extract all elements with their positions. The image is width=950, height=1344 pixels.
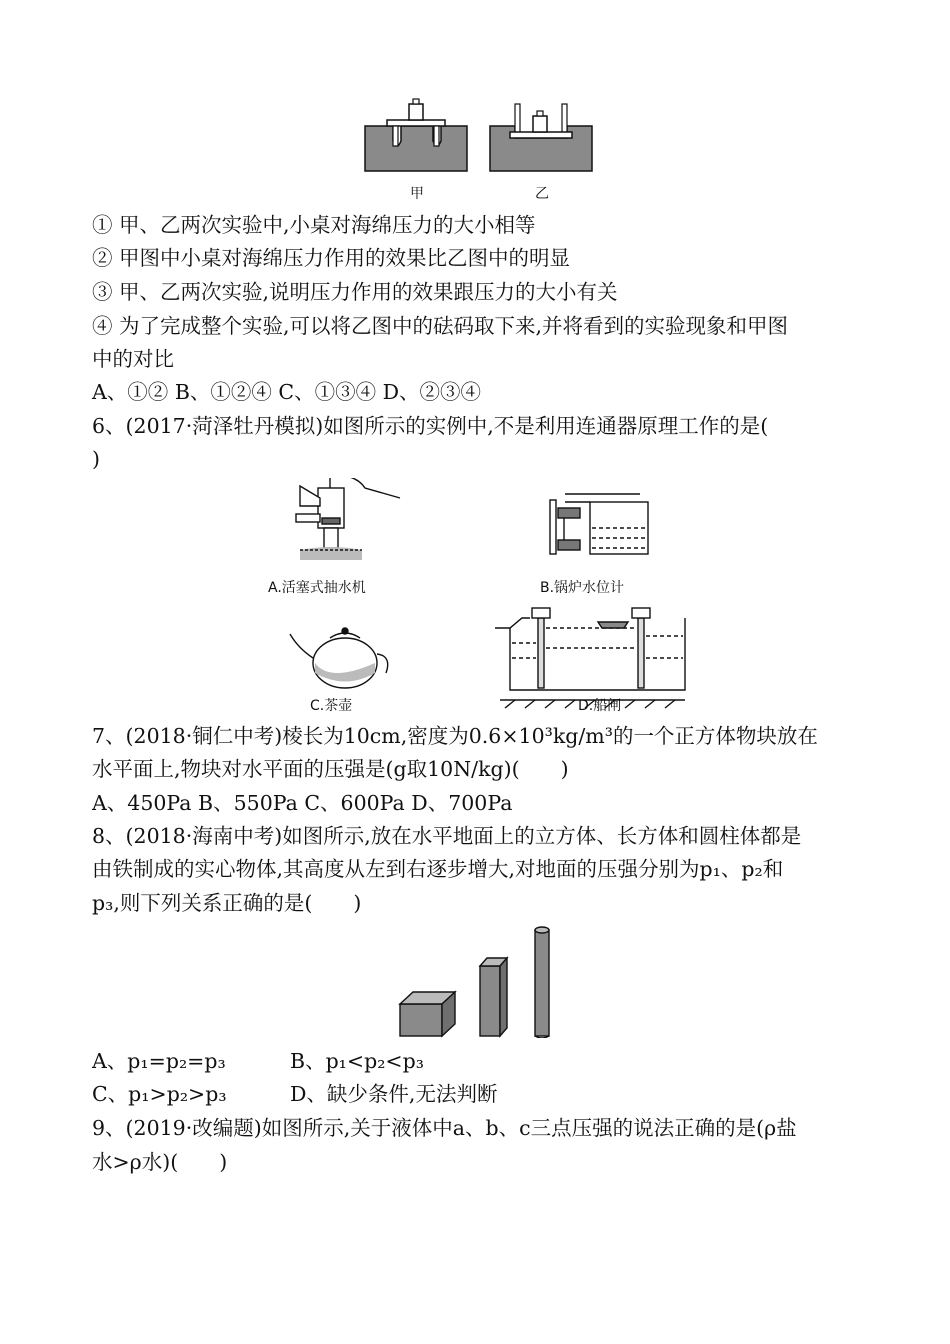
q6-stem-cont: )	[92, 447, 100, 471]
caption-a: A.活塞式抽水机	[268, 580, 366, 596]
q5-statement-2: ② 甲图中小桌对海绵压力作用的效果比乙图中的明显	[92, 246, 571, 270]
cylinder-diagram	[535, 927, 549, 1038]
q8-option-b: B、p₁<p₂<p₃	[290, 1049, 424, 1073]
q5-statement-3: ③ 甲、乙两次实验,说明压力作用的效果跟压力的大小有关	[92, 280, 618, 304]
q7-stem-cont: 水平面上,物块对水平面的压强是(g取10N/kg)( )	[92, 757, 569, 781]
label-jia: 甲	[410, 186, 424, 202]
caption-c: C.茶壶	[310, 698, 353, 714]
cuboid-diagram	[480, 958, 507, 1036]
q8-option-c: C、p₁>p₂>p₃	[92, 1082, 227, 1106]
q7-options: A、450Pa B、550Pa C、600Pa D、700Pa	[92, 791, 513, 815]
devices-figure	[260, 478, 690, 718]
experiment-jia-diagram	[365, 99, 467, 171]
q5-options: A、①② B、①②④ C、①③④ D、②③④	[92, 380, 482, 404]
q8-stem-cont-2: p₃,则下列关系正确的是( )	[92, 891, 362, 915]
q8-stem: 8、(2018·海南中考)如图所示,放在水平地面上的立方体、长方体和圆柱体都是	[92, 824, 802, 848]
boiler-gauge-diagram	[550, 494, 648, 554]
q7-stem: 7、(2018·铜仁中考)棱长为10cm,密度为0.6×10³kg/m³的一个正方体物块放在	[92, 724, 818, 748]
q6-stem: 6、(2017·菏泽牡丹模拟)如图所示的实例中,不是利用连通器原理工作的是(	[92, 414, 769, 438]
q8-option-a: A、p₁=p₂=p₃	[92, 1049, 226, 1073]
q5-statement-4: ④ 为了完成整个实验,可以将乙图中的砝码取下来,并将看到的实验现象和甲图	[92, 314, 789, 338]
label-yi: 乙	[535, 186, 549, 202]
caption-b: B.锅炉水位计	[540, 580, 625, 596]
solids-figure	[395, 922, 555, 1038]
cube-diagram	[400, 992, 455, 1036]
experiment-yi-diagram	[490, 104, 592, 171]
q5-statement-1: ① 甲、乙两次实验中,小桌对海绵压力的大小相等	[92, 213, 536, 237]
sponge-table-figure	[355, 96, 600, 206]
piston-pump-diagram	[296, 478, 400, 560]
q9-stem: 9、(2019·改编题)如图所示,关于液体中a、b、c三点压强的说法正确的是(ρ盐	[92, 1116, 797, 1140]
q8-stem-cont: 由铁制成的实心物体,其高度从左到右逐步增大,对地面的压强分别为p₁、p₂和	[92, 857, 784, 881]
q9-stem-cont: 水>ρ水)( )	[92, 1150, 228, 1174]
ship-lock-diagram	[495, 608, 685, 708]
teapot-diagram	[290, 628, 388, 688]
q5-statement-4-cont: 中的对比	[92, 347, 174, 371]
caption-d: D.船闸	[578, 698, 622, 714]
q8-option-d: D、缺少条件,无法判断	[290, 1082, 498, 1106]
